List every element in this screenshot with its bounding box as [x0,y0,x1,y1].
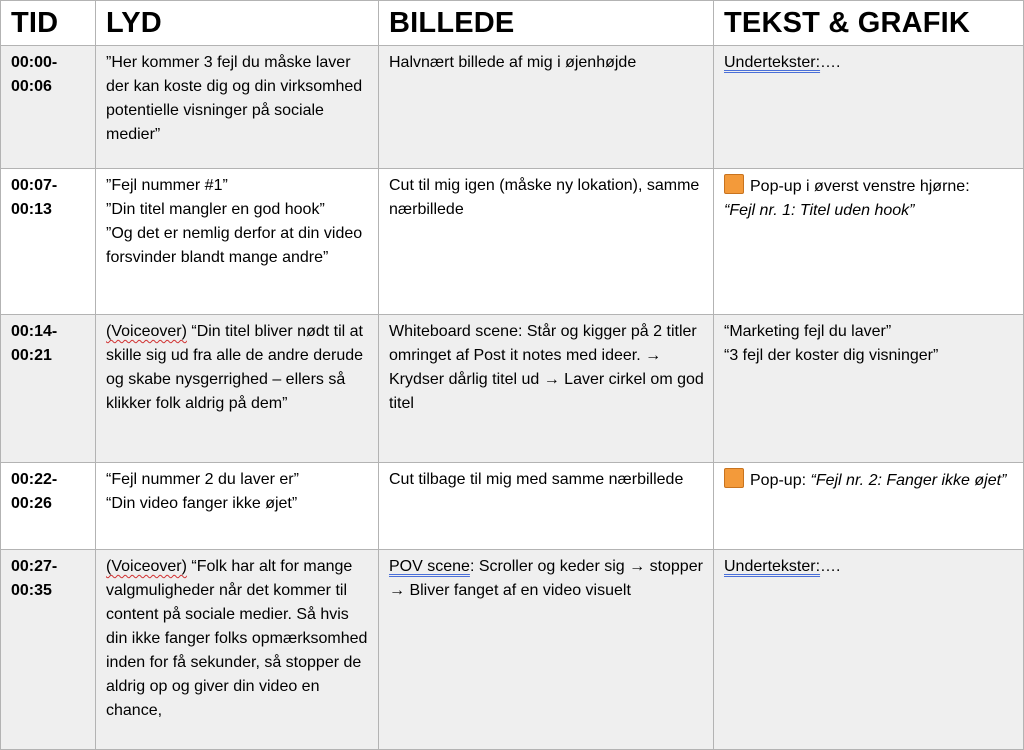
time-cell [1,315,96,463]
time-end: 00:13 [11,201,52,218]
time-end: 00:35 [11,582,52,599]
sound-line: ”Her kommer 3 fejl du måske laver der kan koste dig og din virksomhed potentielle visninger på sociale medier” [106,54,363,143]
sound-cell [96,550,379,750]
popup-label: Pop-up: [750,472,811,489]
time-end: 00:26 [11,495,52,512]
table-row [1,169,1024,315]
voiceover-tag: (Voiceover) [106,323,187,340]
orange-square-icon [724,174,744,194]
table-row [1,46,1024,169]
sound-text: “Folk har alt for mange valgmuligheder når det kommer til content på sociale medier. Så hvis din ikke fanger folks opmærksomhed inden for få sekunder, så stopper de aldrig op og giver din video en chance, [106,558,368,719]
pov-tag: POV scene [389,558,470,575]
time-start: 00:00- [11,54,58,71]
time-start: 00:14- [11,323,58,340]
sound-line: ”Og det er nemlig derfor at din video forsvinder blandt mange andre” [106,225,363,266]
sound-line: ”Din titel mangler en god hook” [106,201,325,218]
image-cell [379,550,714,750]
text-cell [714,46,1024,169]
sound-text: “Din titel bliver nødt til at skille sig ud fra alle de andre derude og skabe nysgerrighed – ellers så klikker folk aldrig på dem” [106,323,364,412]
popup-label: Pop-up i øverst venstre hjørne: [750,178,970,195]
time-start: 00:27- [11,558,58,575]
image-line: Halvnært billede af mig i øjenhøjde [389,54,637,71]
text-cell [714,550,1024,750]
sound-cell [96,315,379,463]
header-sound: LYD [96,1,379,46]
header-image: BILLEDE [379,1,714,46]
image-text: : Scroller og keder sig → stopper → Bliver fanget af en video visuelt [389,558,703,599]
sound-cell [96,463,379,550]
image-line: Whiteboard scene: Står og kigger på 2 titler omringet af Post it notes med ideer. → Krydser dårlig titel ud → Laver cirkel om god titel [389,323,704,412]
image-line: Cut tilbage til mig med samme nærbillede [389,471,684,488]
popup-quote: “Fejl nr. 2: Fanger ikke øjet” [810,472,1007,489]
subtitles-ellipsis: …. [820,54,841,71]
header-time: TID [1,1,96,46]
text-cell [714,169,1024,315]
sound-line: “Din video fanger ikke øjet” [106,495,298,512]
time-cell [1,550,96,750]
sound-line: ”Fejl nummer #1” [106,177,228,194]
table-row [1,315,1024,463]
header-text-graphics: TEKST & GRAFIK [714,1,1024,46]
orange-square-icon [724,468,744,488]
time-end: 00:06 [11,78,52,95]
graphic-text-line: “3 fejl der koster dig visninger” [724,347,939,364]
sound-cell [96,169,379,315]
table-row [1,463,1024,550]
image-cell [379,46,714,169]
subtitles-label: Undertekster: [724,558,821,575]
header-row [1,1,1024,46]
image-cell [379,315,714,463]
time-cell [1,169,96,315]
text-cell [714,315,1024,463]
time-cell [1,46,96,169]
table-row [1,550,1024,750]
time-end: 00:21 [11,347,52,364]
sound-cell [96,46,379,169]
popup-quote: “Fejl nr. 1: Titel uden hook” [724,202,915,219]
image-cell [379,169,714,315]
time-start: 00:07- [11,177,58,194]
image-cell [379,463,714,550]
subtitles-ellipsis: …. [820,558,841,575]
sound-line: “Fejl nummer 2 du laver er” [106,471,299,488]
voiceover-tag: (Voiceover) [106,558,187,575]
time-start: 00:22- [11,471,58,488]
graphic-text-line: “Marketing fejl du laver” [724,323,892,340]
text-cell [714,463,1024,550]
image-line: Cut til mig igen (måske ny lokation), samme nærbillede [389,177,700,218]
subtitles-label: Undertekster: [724,54,821,71]
time-cell [1,463,96,550]
